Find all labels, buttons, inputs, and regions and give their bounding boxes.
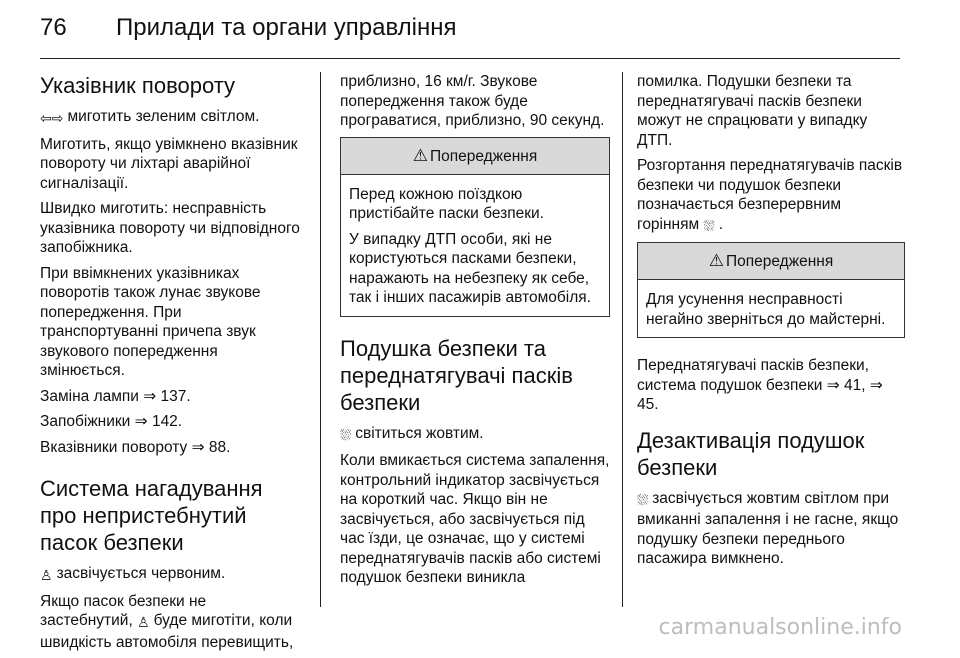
section-heading-turn-signal: Указівник повороту <box>40 73 236 98</box>
airbag-icon: ⛆ <box>340 426 352 443</box>
warning-triangle-icon: ⚠ <box>708 251 724 270</box>
page-title: Прилади та органи управління <box>116 14 457 41</box>
paragraph: Якщо пасок безпеки не застебнутий, ♙ буде миготіти, коли швидкість автомобіля перевищить, <box>40 592 294 651</box>
airbag-icon: ⛆ <box>703 217 715 234</box>
page-header <box>40 14 457 50</box>
paragraph: приблизно, 16 км/г. Звукове попередження також буде програватися, приблизно, 90 секунд. <box>340 73 605 129</box>
paragraph: Розгортання переднатягувачів пасків безпеки чи подушок безпеки позначається безперервним горінням ⛆ . <box>637 156 905 236</box>
paragraph: помилка. Подушки безпеки та переднатягувачі пасків безпеки можут не спрацювати у випадку ДТП. <box>637 73 868 149</box>
cross-reference: Вказівники повороту ⇒ 88. <box>40 438 231 456</box>
paragraph: При ввімкнених указівниках поворотів також лунає звукове попередження. При транспортуванні причепа звук звукового попередження змінюється. <box>40 264 261 379</box>
warning-header: ⚠ Попередження <box>341 138 609 175</box>
seatbelt-icon: ♙ <box>40 567 53 583</box>
airbag-off-icon: ⛆ <box>637 491 649 508</box>
column-2 <box>340 72 610 594</box>
paragraph: ⛆ світиться жовтим. <box>340 424 610 446</box>
column-divider <box>622 72 623 607</box>
warning-triangle-icon: ⚠ <box>412 145 428 165</box>
paragraph: Переднатягувачі пасків безпеки, система подушок безпеки ⇒ 41, ⇒ 45. <box>637 357 883 413</box>
paragraph: Миготить, якщо увімкнено вказівник повороту чи ліхтарі аварійної сигналізації. <box>40 135 298 192</box>
watermark: carmanualsonline.info <box>658 615 902 640</box>
seatbelt-icon: ♙ <box>137 614 150 630</box>
page-number: 76 <box>40 14 67 41</box>
warning-box <box>637 242 905 338</box>
cross-reference: Заміна лампи ⇒ 137. <box>40 387 191 405</box>
warning-text: У випадку ДТП особи, які не користуються пасками безпеки, наражають на небезпеку як себе, так і інших пасажирів автомобіля. <box>349 230 591 306</box>
paragraph: ⛆ засвічується жовтим світлом при вмиканні запалення і не гасне, якщо подушку безпеки переднього пасажира вимкнено. <box>637 489 899 567</box>
paragraph: Швидко миготить: несправність указівника повороту чи відповідного запобіжника. <box>40 200 300 256</box>
warning-box <box>340 137 610 317</box>
section-heading-airbag: Подушка безпеки та переднатягувачі пасків безпеки <box>340 335 573 415</box>
turn-signal-icon: ⇦⇨ <box>40 110 64 126</box>
column-1 <box>40 72 302 658</box>
header-rule <box>40 58 900 59</box>
warning-header: ⚠ Попередження <box>638 243 904 280</box>
column-divider <box>320 72 321 607</box>
warning-text: Для усунення несправності негайно зверніться до майстерні. <box>646 291 886 328</box>
section-heading-airbag-deactivation: Дезактивація подушок безпеки <box>637 427 865 480</box>
column-3 <box>637 72 905 575</box>
warning-text: Перед кожною поїздкою пристібайте паски безпеки. <box>349 185 544 222</box>
cross-reference: Запобіжники ⇒ 142. <box>40 413 183 430</box>
paragraph: Коли вмикається система запалення, контрольний індикатор засвічується на короткий час. Якщо він не засвічується, або засвічується під час їзди, це означає, що у системі переднатягувачів пасків або системі подушок безпеки виникла <box>340 452 610 586</box>
paragraph: ⇦⇨ миготить зеленим світлом. <box>40 107 302 129</box>
section-heading-seatbelt-reminder: Система нагадування про непристебнутий пасок безпеки <box>40 476 263 555</box>
paragraph: ♙ засвічується червоним. <box>40 564 302 586</box>
